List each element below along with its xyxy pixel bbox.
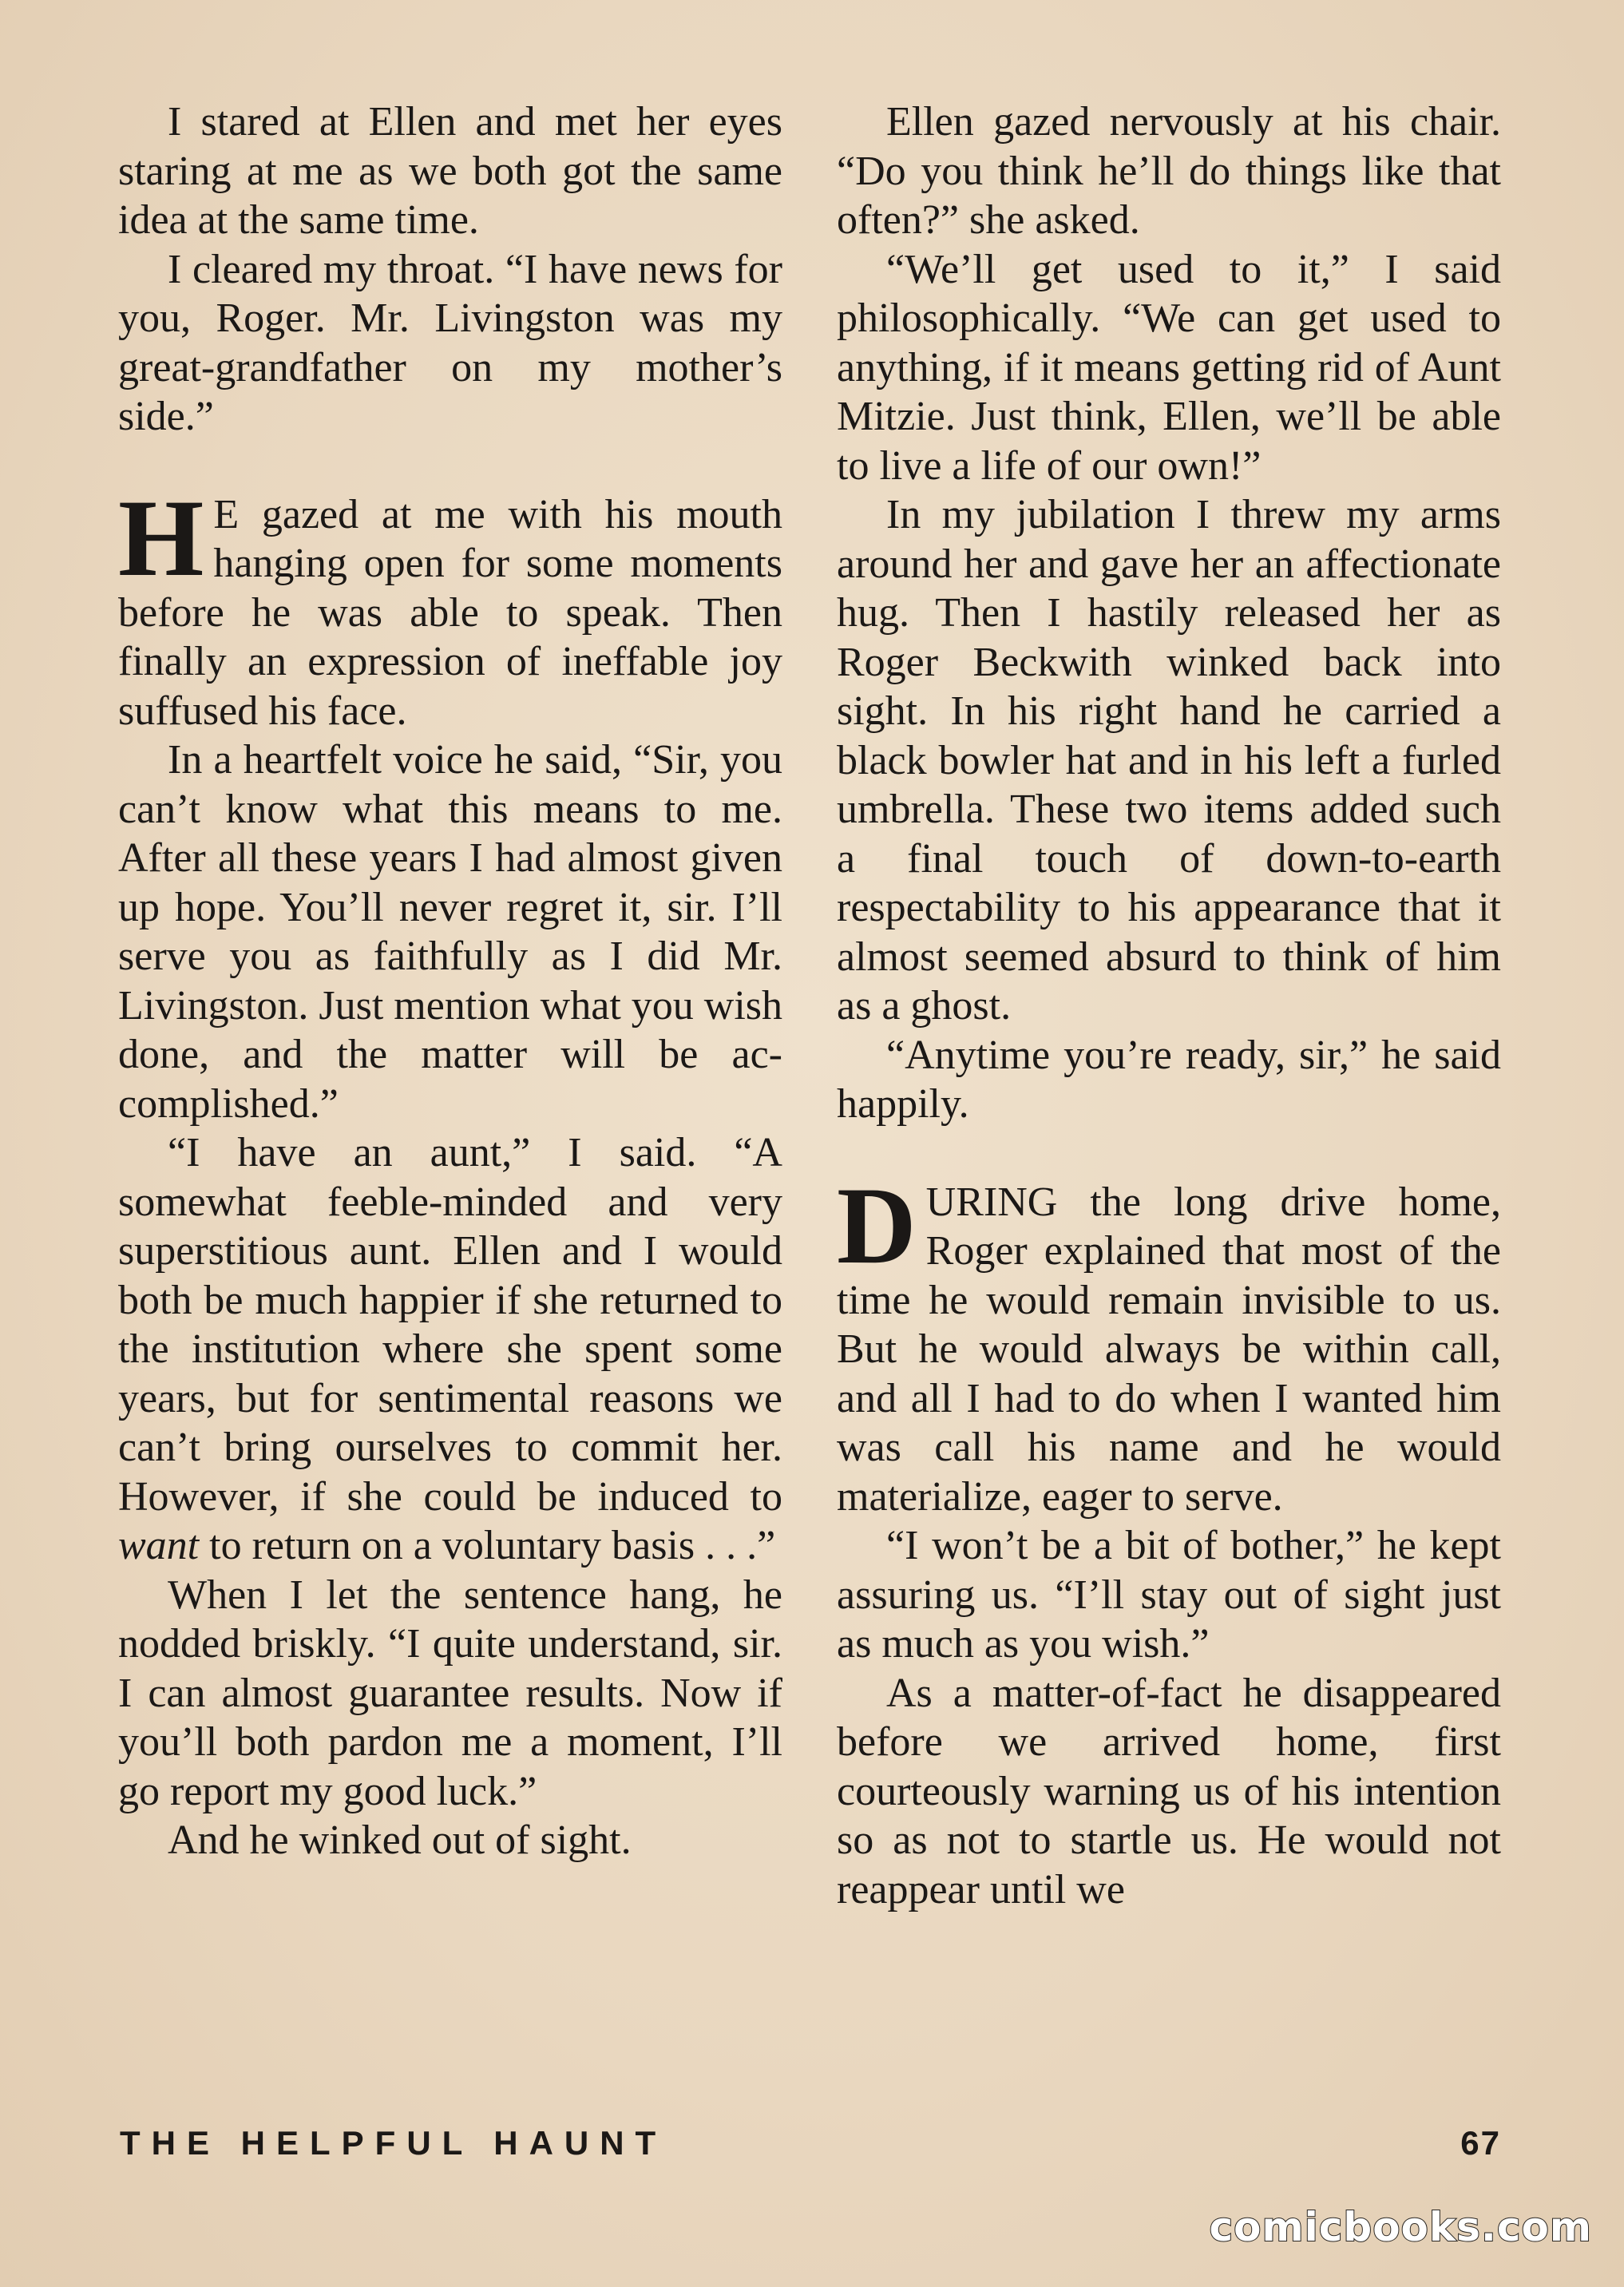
paragraph: And he winked out of sight. <box>168 1817 632 1863</box>
right-text-column <box>837 97 1501 1914</box>
watermark-logo: comicbooks.com <box>1209 2204 1592 2250</box>
paragraph: “Anytime you’re ready, sir,” he said happily. <box>837 1032 1501 1127</box>
paragraph: When I let the sentence hang, he nodded briskly. “I quite understand, sir. I can almost guarantee results. Now if you’ll both pardon me a moment, I’ll go report my good luck.” <box>118 1572 782 1814</box>
paragraph: Ellen gazed nervously at his chair. “Do you think he’ll do things like that often?” she asked. <box>837 99 1501 243</box>
paragraph-text: the long drive home, Roger explained that most of the time he would remain invisible to us. But he would always be within call, and all I had to do when I wanted him was call his name and he would materialize, eager to serve. <box>837 1179 1501 1520</box>
emphasized-word: want <box>118 1523 200 1568</box>
paragraph <box>118 1128 782 1571</box>
small-caps-word: URING <box>925 1179 1058 1225</box>
paragraph: I stared at Ellen and met her eyes staring at me as we both got the same idea at the same time. <box>118 99 782 243</box>
page-footer <box>120 2124 1501 2172</box>
drop-cap: D <box>837 1163 917 1286</box>
paragraph: “We’ll get used to it,” I said philosophically. “We can get used to anything, if it means getting rid of Aunt Mitzie. Just think, Ellen, we’ll be able to live a life of our own!” <box>837 246 1501 489</box>
paragraph: “I won’t be a bit of bother,” he kept assuring us. “I’ll stay out of sight just as much as you wish.” <box>837 1523 1501 1667</box>
left-text-column <box>118 97 782 1865</box>
paragraph-with-dropcap <box>837 1163 1501 1522</box>
paragraph-text: to return on a voluntary basis . . .” <box>209 1523 776 1568</box>
paragraph: As a matter-of-fact he disappeared before we arrived home, first courteously warning us of his intention so as not to startle us. He would not reappear until we <box>837 1670 1501 1912</box>
paragraph-text: E gazed at me with his mouth hanging open for some moments before he was able to speak. Then finally an expression of ineffable joy suffused his face. <box>118 491 782 734</box>
running-title: THE HELPFUL HAUNT <box>120 2124 667 2162</box>
drop-cap: H <box>118 476 204 599</box>
page-number: 67 <box>1460 2124 1501 2162</box>
paragraph: In a heartfelt voice he said, “Sir, you can’t know what this means to me. After all these years I had almost given up hope. You’ll never regret it, sir. I’ll serve you as faithfully as I did Mr. Livingston. Just mention what you wish done, and the matter will be accomplished.” <box>118 737 782 1127</box>
paragraph-text: “I have an aunt,” I said. “A somewhat feeble-minded and very superstitious aunt. Ellen and I would both be much happier if she returned to the institution where she spent some years, but for sentimental reasons we can’t bring ourselves to commit her. However, if she could be induced to <box>118 1130 782 1520</box>
paragraph-with-dropcap <box>118 476 782 736</box>
paragraph: I cleared my throat. “I have news for you, Roger. Mr. Livingston was my great-grandfather on my mother’s side.” <box>118 246 782 439</box>
paragraph: In my jubilation I threw my arms around her and gave her an affectionate hug. Then I hastily released her as Roger Beckwith winked back into sight. In his right hand he carried a black bowler hat and in his left a furled umbrella. These two items added such a final touch of down-to-earth respectability to his appearance that it almost seemed absurd to think of him as a ghost. <box>837 492 1501 1029</box>
